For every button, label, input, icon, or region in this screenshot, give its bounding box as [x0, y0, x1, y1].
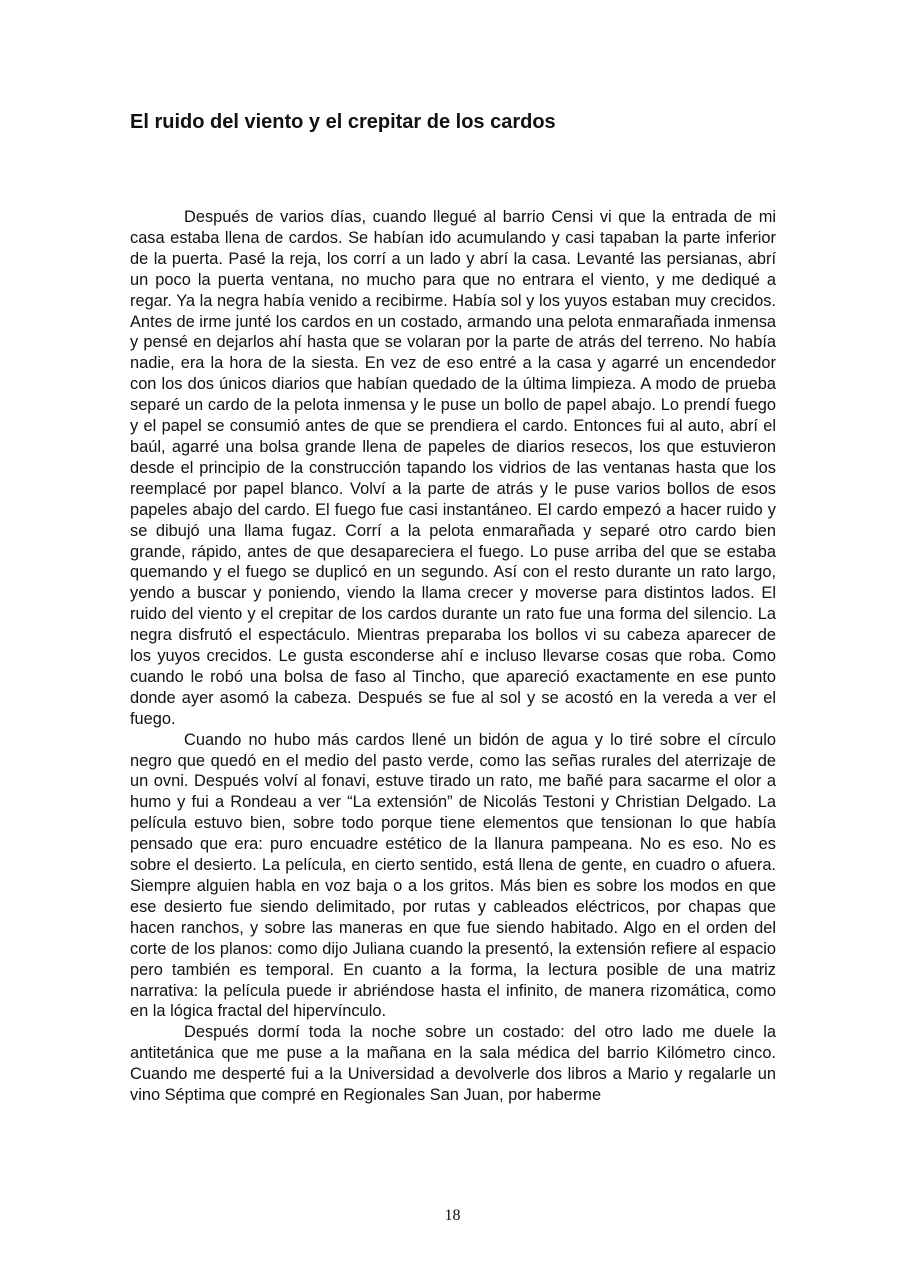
body-text: [130, 207, 776, 1106]
chapter-title: El ruido del viento y el crepitar de los cardos: [130, 111, 556, 133]
paragraph-3: Después dormí toda la noche sobre un costado: del otro lado me duele la antitetánica que me puse a la mañana en la sala médica del barrio Kilómetro cinco. Cuando me desperté fui a la Universidad a devolverle dos libros a Mario y regalarle un vino Séptima que compré en Regionales San Juan, por haberme: [130, 1023, 776, 1105]
paragraph-2: Cuando no hubo más cardos llené un bidón de agua y lo tiré sobre el círculo negro que quedó en el medio del pasto verde, como las señas rurales del aterrizaje de un ovni. Después volví al fonavi, estuve tirado un rato, me bañé para sacarme el olor a humo y fui a Rondeau a ver “La extensión” de Nicolás Testoni y Christian Delgado. La película estuvo bien, sobre todo porque tiene elementos que tensionan lo que había pensado que era: puro encuadre estético de la llanura pampeana. No es eso. No es sobre el desierto. La película, en cierto sentido, está llena de gente, en cuadro o afuera. Siempre alguien habla en voz baja o a los gritos. Más bien es sobre los modos en que ese desierto fue siendo delimitado, por rutas y cableados eléctricos, por chapas que hacen ranchos, y sobre las maneras en que fue siendo habitado. Algo en el orden del corte de los planos: como dijo Juliana cuando la presentó, la extensión refiere al espacio pero también es temporal. En cuanto a la forma, la lectura posible de una matriz narrativa: la película puede ir abriéndose hasta el infinito, de manera rizomática, como en la lógica fractal del hipervínculo.: [130, 730, 776, 1021]
paragraph-1: Después de varios días, cuando llegué al barrio Censi vi que la entrada de mi casa estaba llena de cardos. Se habían ido acumulando y casi tapaban la parte inferior de la puerta. Pasé la reja, los corrí a un lado y abrí la casa. Levanté las persianas, abrí un poco la puerta ventana, no mucho para que no entrara el viento, y me dediqué a regar. Ya la negra había venido a recibirme. Había sol y los yuyos estaban muy crecidos. Antes de irme junté los cardos en un costado, armando una pelota enmarañada inmensa y pensé en dejarlos ahí hasta que se volaran por la parte de atrás del terreno. No había nadie, era la hora de la siesta. En vez de eso entré a la casa y agarré un encendedor con los dos únicos diarios que habían quedado de la última limpieza. A modo de prueba separé un cardo de la pelota inmensa y le puse un bollo de papel abajo. Lo prendí fuego y el papel se consumió antes de que se prendiera el cardo. Entonces fui al auto, abrí el baúl, agarré una bolsa grande llena de papeles de diarios resecos, los que estuvieron desde el principio de la construcción tapando los vidrios de las ventanas hasta que los reemplacé por papel blanco. Volví a la parte de atrás y le puse varios bollos de esos papeles abajo del cardo. El fuego fue casi instantáneo. El cardo empezó a hacer ruido y se dibujó una llama fugaz. Corrí a la pelota enmarañada y separé otro cardo bien grande, rápido, antes de que desapareciera el fuego. Lo puse arriba del que se estaba quemando y el fuego se duplicó en un segundo. Así con el resto durante un rato largo, yendo a buscar y poniendo, viendo la llama crecer y moverse para distintos lados. El ruido del viento y el crepitar de los cardos durante un rato fue una forma del silencio. La negra disfrutó el espectáculo. Mientras preparaba los bollos vi su cabeza aparecer de los yuyos crecidos. Le gusta esconderse ahí e incluso llevarse cosas que roba. Como cuando le robó una bolsa de faso al Tincho, que apareció exactamente en ese punto donde ayer asomó la cabeza. Después se fue al sol y se acostó en la vereda a ver el fuego.: [130, 208, 777, 728]
page-number: 18: [444, 1207, 461, 1224]
